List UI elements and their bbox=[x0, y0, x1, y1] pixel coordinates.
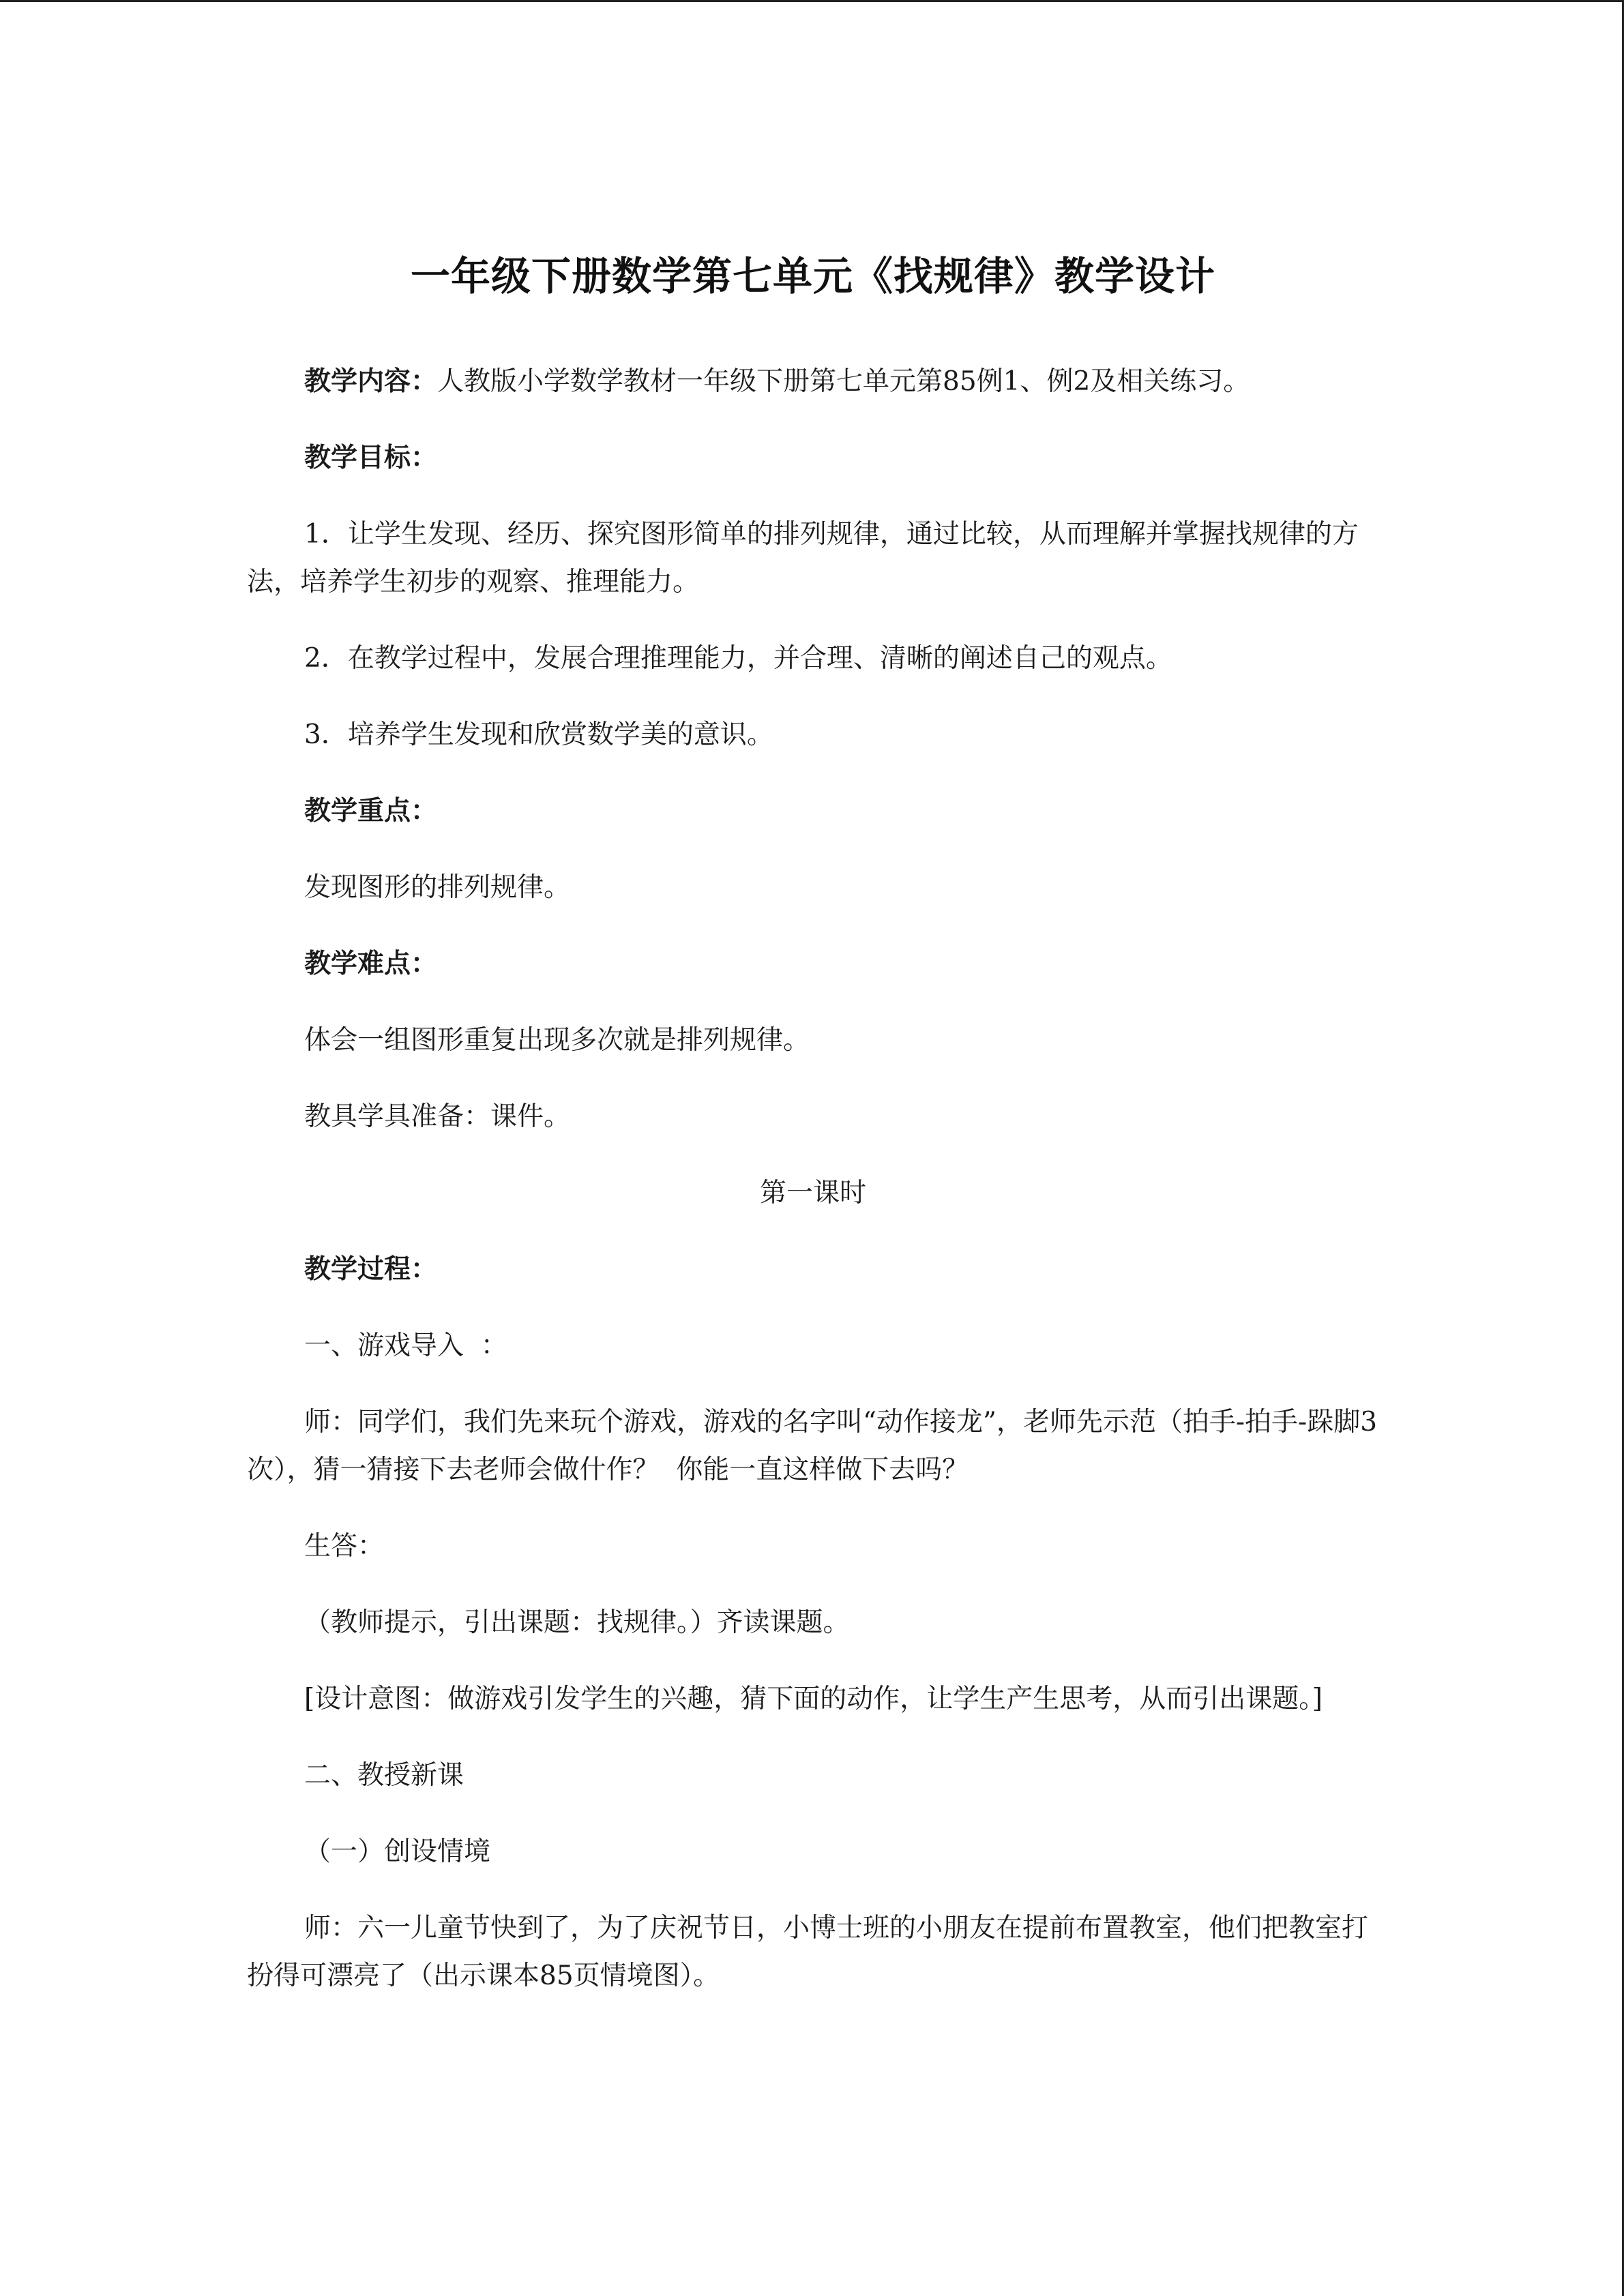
paragraph bbox=[247, 511, 1379, 606]
paragraph-text: （教师提示，引出课题：找规律。）齐读课题。 bbox=[304, 1607, 850, 1638]
paragraph-text: （一）创设情境 bbox=[304, 1836, 491, 1867]
paragraph bbox=[247, 1675, 1379, 1723]
paragraph bbox=[247, 1017, 1379, 1064]
paragraph-text: [设计意图：做游戏引发学生的兴趣，猜下面的动作，让学生产生思考，从而引出课题。] bbox=[304, 1684, 1323, 1714]
paragraph bbox=[247, 1828, 1379, 1876]
paragraph bbox=[247, 788, 1379, 835]
paragraph-label: 教学内容： bbox=[304, 366, 438, 397]
paragraph-text: 生答： bbox=[304, 1531, 385, 1562]
paragraph-text: 二、教授新课 bbox=[304, 1760, 464, 1791]
paragraph bbox=[247, 434, 1379, 482]
document-page bbox=[247, 245, 1379, 2029]
paragraph-text: 2．在教学过程中，发展合理推理能力，并合理、清晰的阐述自己的观点。 bbox=[304, 643, 1172, 674]
paragraph bbox=[247, 940, 1379, 988]
paragraph bbox=[247, 1523, 1379, 1570]
paragraph bbox=[247, 1905, 1379, 2000]
paragraph bbox=[247, 635, 1379, 683]
paragraph bbox=[247, 1752, 1379, 1800]
paragraph bbox=[247, 358, 1379, 406]
paragraph-text: 教具学具准备：课件。 bbox=[304, 1101, 571, 1132]
page-top-border bbox=[0, 0, 1624, 2]
paragraph bbox=[247, 864, 1379, 912]
paragraph-text: 人教版小学数学教材一年级下册第七单元第85例1、例2及相关练习。 bbox=[437, 366, 1250, 397]
paragraph-text: 发现图形的排列规律。 bbox=[304, 872, 571, 903]
paragraph-text: 一、游戏导入 ： bbox=[304, 1330, 507, 1361]
paragraph bbox=[247, 1322, 1379, 1370]
paragraph-text: 第一课时 bbox=[759, 1178, 866, 1208]
paragraph bbox=[247, 1399, 1379, 1494]
paragraph-label: 教学难点： bbox=[304, 949, 438, 979]
paragraph-label: 教学重点： bbox=[304, 796, 438, 826]
paragraph bbox=[247, 1246, 1379, 1294]
paragraph-text: 1．让学生发现、经历、探究图形简单的排列规律，通过比较，从而理解并掌握找规律的方法，培养学生初步的观察、推理能力。 bbox=[247, 519, 1359, 597]
paragraph-text: 师：同学们，我们先来玩个游戏，游戏的名字叫“动作接龙”，老师先示范（拍手-拍手-跺脚3次），猜一猜接下去老师会做什作？ 你能一直这样做下去吗？ bbox=[247, 1407, 1378, 1485]
paragraph bbox=[247, 1599, 1379, 1647]
paragraph-label: 教学目标： bbox=[304, 443, 438, 473]
paragraph bbox=[247, 1169, 1379, 1217]
paragraph-text: 3．培养学生发现和欣赏数学美的意识。 bbox=[304, 719, 773, 750]
document-body bbox=[247, 358, 1379, 2000]
paragraph-text: 体会一组图形重复出现多次就是排列规律。 bbox=[304, 1025, 810, 1056]
paragraph bbox=[247, 711, 1379, 759]
paragraph bbox=[247, 1093, 1379, 1141]
paragraph-label: 教学过程： bbox=[304, 1254, 438, 1285]
document-title: 一年级下册数学第七单元《找规律》教学设计 bbox=[410, 253, 1215, 299]
paragraph-text: 师：六一儿童节快到了，为了庆祝节日，小博士班的小朋友在提前布置教室，他们把教室打扮得可漂亮了（出示课本85页情境图）。 bbox=[247, 1913, 1369, 1991]
